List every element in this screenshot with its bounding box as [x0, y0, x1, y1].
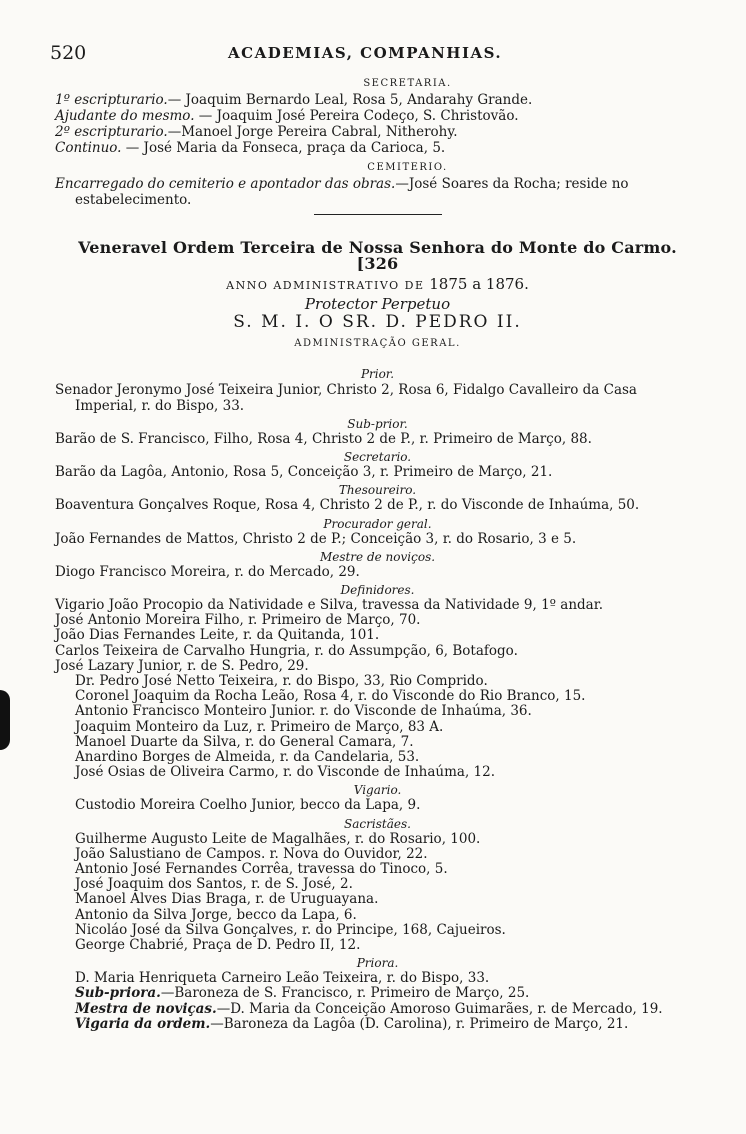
list-item: Diogo Francisco Moreira, r. do Mercado, 29.	[55, 563, 360, 580]
staff-line: 1º escripturario.— Joaquim Bernardo Leal, Rosa 5, Andarahy Grande.	[55, 92, 533, 108]
admin-general-title: ADMINISTRAÇÃO GERAL.	[294, 338, 461, 349]
list-item: João Dias Fernandes Leite, r. da Quitanda, 101.	[55, 627, 380, 644]
list-item: Barão da Lagôa, Antonio, Rosa 5, Conceição 3, r. Primeiro de Março, 21.	[55, 464, 553, 481]
list-item: Senador Jeronymo José Teixeira Junior, Christo 2, Rosa 6, Fidalgo Cavalleiro da Casa Imperial, r. do Bispo, 33.	[55, 382, 637, 414]
order-title: Veneravel Ordem Terceira de Nossa Senhora do Monte do Carmo. [326	[78, 238, 677, 273]
staff-line: Ajudante do mesmo. — Joaquim José Pereira Codeço, S. Christovão.	[55, 108, 519, 124]
list-item: Antonio da Silva Jorge, becco da Lapa, 6.	[75, 906, 357, 923]
list-item: Custodio Moreira Coelho Junior, becco da Lapa, 9.	[75, 797, 421, 814]
officers-list	[55, 364, 700, 1032]
staff-line: 2º escripturario.—Manoel Jorge Pereira Cabral, Nitherohy.	[55, 124, 458, 140]
list-item: Nicoláo José da Silva Gonçalves, r. do Principe, 168, Cajueiros.	[75, 921, 506, 938]
section-title-secretario: Secretario.	[343, 450, 412, 465]
list-item: Carlos Teixeira de Carvalho Hungria, r. do Assumpção, 6, Botafogo.	[55, 642, 518, 659]
secretaria-block	[55, 76, 700, 156]
admin-year: ANNO ADMINISTRATIVO DE 1875 a 1876.	[226, 275, 529, 293]
section-title-vigario: Vigario.	[353, 783, 402, 798]
list-item: José Osias de Oliveira Carmo, r. do Visconde de Inhaúma, 12.	[75, 764, 495, 781]
list-item: José Joaquim dos Santos, r. de S. José, 2.	[75, 876, 353, 893]
section-title-procurador: Procurador geral.	[323, 516, 432, 531]
list-item: Boaventura Gonçalves Roque, Rosa 4, Christo 2 de P., r. do Visconde de Inhaúma, 50.	[55, 497, 640, 514]
list-item: Antonio Francisco Monteiro Junior. r. do Visconde de Inhaúma, 36.	[75, 703, 532, 720]
section-title-cemiterio: CEMITERIO.	[367, 162, 448, 173]
staff-line: Continuo. — José Maria da Fonseca, praça da Carioca, 5.	[55, 140, 446, 156]
list-item: Sub-priora.—Baroneza de S. Francisco, r. Primeiro de Março, 25.	[75, 985, 530, 1002]
list-item: Manoel Alves Dias Braga, r. de Uruguayana.	[75, 891, 379, 908]
list-item: D. Maria Henriqueta Carneiro Leão Teixeira, r. do Bispo, 33.	[75, 970, 490, 987]
section-title-subprior: Sub-prior.	[347, 417, 408, 431]
list-item: Coronel Joaquim da Rocha Leão, Rosa 4, r. do Visconde do Rio Branco, 15.	[75, 688, 586, 705]
page-number: 520	[50, 42, 87, 64]
list-item: Vigaria da ordem.—Baroneza da Lagôa (D. Carolina), r. Primeiro de Março, 21.	[75, 1015, 629, 1032]
staff-line: Encarregado do cemiterio e apontador das obras.—José Soares da Rocha; reside no estabelecimento.	[55, 176, 629, 208]
list-item: João Salustiano de Campos. r. Nova do Ouvidor, 22.	[75, 845, 428, 862]
divider	[314, 214, 442, 215]
section-title-thesoureiro: Thesoureiro.	[338, 483, 417, 498]
section-title-prior: Prior.	[360, 367, 395, 381]
section-title-mestre: Mestre de noviços.	[319, 549, 436, 564]
protector-name: S. M. I. O SR. D. PEDRO II.	[233, 312, 522, 332]
scan-edge-mark	[0, 690, 10, 750]
list-item: Mestra de noviças.—D. Maria da Conceição Amoroso Guimarães, r. de Mercado, 19.	[75, 1000, 663, 1017]
list-item: Anardino Borges de Almeida, r. da Candelaria, 53.	[75, 749, 420, 766]
page-header	[50, 42, 710, 66]
protector-label: Protector Perpetuo	[304, 295, 451, 313]
cemiterio-block	[55, 160, 700, 229]
list-item: George Chabrié, Praça de D. Pedro II, 12.	[75, 937, 361, 954]
section-title-priora: Priora.	[356, 956, 399, 971]
list-item: José Lazary Junior, r. de S. Pedro, 29.	[55, 657, 309, 674]
running-title: ACADEMIAS, COMPANHIAS.	[228, 44, 503, 62]
list-item: João Fernandes de Mattos, Christo 2 de P.; Conceição 3, r. do Rosario, 3 e 5.	[55, 530, 577, 547]
list-item: Manoel Duarte da Silva, r. do General Camara, 7.	[75, 733, 414, 750]
list-item: José Antonio Moreira Filho, r. Primeiro de Março, 70.	[55, 612, 421, 629]
list-item: Guilherme Augusto Leite de Magalhães, r. do Rosario, 100.	[75, 830, 481, 847]
list-item: Vigario João Procopio da Natividade e Silva, travessa da Natividade 9, 1º andar.	[55, 597, 603, 614]
list-item: Antonio José Fernandes Corrêa, travessa do Tinoco, 5.	[75, 861, 448, 878]
section-title-definidores: Definidores.	[340, 583, 415, 598]
section-title-sacristaes: Sacristães.	[344, 816, 411, 831]
list-item: Barão de S. Francisco, Filho, Rosa 4, Christo 2 de P., r. Primeiro de Março, 88.	[55, 431, 592, 447]
order-heading	[55, 240, 700, 352]
list-item: Joaquim Monteiro da Luz, r. Primeiro de Março, 83 A.	[75, 718, 444, 735]
list-item: Dr. Pedro José Netto Teixeira, r. do Bispo, 33, Rio Comprido.	[75, 673, 488, 690]
section-title-secretaria: SECRETARIA.	[363, 78, 452, 89]
